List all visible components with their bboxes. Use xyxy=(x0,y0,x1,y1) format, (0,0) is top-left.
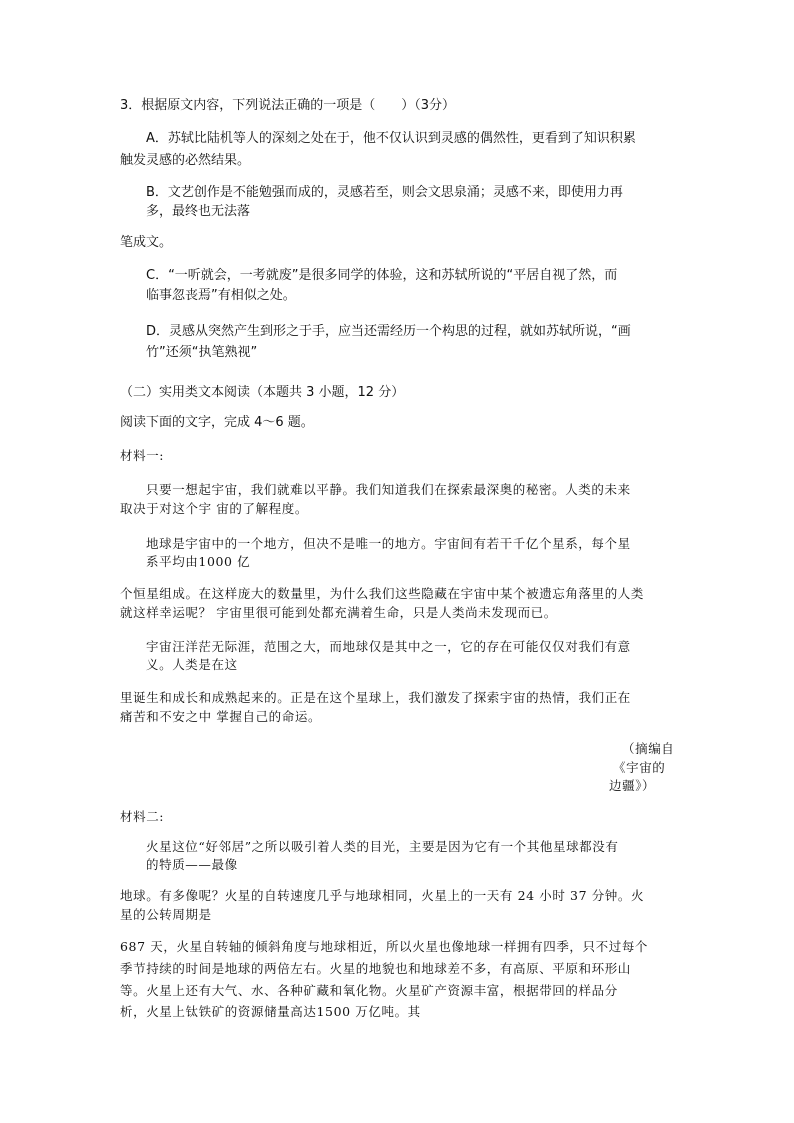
material-1-source-line3: 边疆》） xyxy=(609,778,656,793)
material-2-p3-line1: 687 天，火星自转轴的倾斜角度与地球相近，所以火星也像地球一样拥有四季，只不过每个 xyxy=(120,939,649,954)
material-2-label: 材料二: xyxy=(120,809,165,824)
section-instruction: 阅读下面的文字，完成 4～6 题。 xyxy=(120,415,314,430)
option-c-line2: 临事忽丧焉”有相似之处。 xyxy=(146,288,296,303)
option-d-line2: 竹”还须“执笔熟视” xyxy=(146,345,258,360)
option-c-line1: C．“一听就会，一考就废”是很多同学的体验，这和苏轼所说的“平居自视了然，而 xyxy=(146,268,618,283)
material-1-p3-line2: 就这样幸运呢？ 宇宙里很可能到处都充满着生命，只是人类尚未发现而已。 xyxy=(120,605,557,620)
material-2-p3-line2: 季节持续的时间是地球的两倍左右。火星的地貌也和地球差不多，有高原、平原和环形山 xyxy=(120,961,631,976)
material-1-p3-line1: 个恒星组成。在这样庞大的数量里，为什么我们这些隐藏在宇宙中某个被遗忘角落里的人类 xyxy=(120,586,645,601)
option-a-line2: 触发灵感的必然结果。 xyxy=(120,153,251,168)
option-b-line2: 多，最终也无法落 xyxy=(146,204,251,219)
material-2-p2-line1: 地球。有多像呢？火星的自转速度几乎与地球相同，火星上的一天有 24 小时 37 分钟。火 xyxy=(120,888,645,903)
material-2-p3-line3: 等。火星上还有大气、水、各种矿藏和氧化物。火星矿产资源丰富，根据带回的样品分 xyxy=(120,983,618,998)
material-1-p1-line1: 只要一想起宇宙，我们就难以平静。我们知道我们在探索最深奥的秘密。人类的未来 xyxy=(146,482,631,497)
option-a-line1: A．苏轼比陆机等人的深刻之处在于，他不仅认识到灵感的偶然性，更看到了知识积累 xyxy=(146,131,636,146)
material-1-p1-line2: 取决于对这个宇 宙的了解程度。 xyxy=(120,501,308,516)
material-1-p4-line2: 义。人类是在这 xyxy=(146,657,238,672)
material-1-label: 材料一: xyxy=(120,448,165,463)
option-b-line3: 笔成文。 xyxy=(120,235,173,250)
material-1-p5-line2: 痛苦和不安之中 掌握自己的命运。 xyxy=(120,709,322,724)
material-1-source-line1: （摘编自 xyxy=(622,741,675,756)
question-3-stem: 3．根据原文内容，下列说法正确的一项是（ ）（3分） xyxy=(120,98,456,113)
material-1-p2-line1: 地球是宇宙中的一个地方，但决不是唯一的地方。宇宙间有若干千亿个星系，每个星 xyxy=(146,536,631,551)
material-1-p4-line1: 宇宙汪洋茫无际涯，范围之大，而地球仅是其中之一，它的存在可能仅仅对我们有意 xyxy=(146,639,631,654)
material-2-p2-line2: 星的公转周期是 xyxy=(120,907,212,922)
option-b-line1: B．文艺创作是不能勉强而成的，灵感若至，则会文思泉涌；灵感不来，即使用力再 xyxy=(146,185,623,200)
material-1-p2-line2: 系平均由1000 亿 xyxy=(146,554,251,569)
material-2-p1-line1: 火星这位“好邻居”之所以吸引着人类的目光，主要是因为它有一个其他星球都没有 xyxy=(146,839,619,854)
material-2-p3-line4: 析，火星上钛铁矿的资源储量高达1500 万亿吨。其 xyxy=(120,1004,421,1019)
material-2-p1-line2: 的特质——最像 xyxy=(146,857,238,872)
section-heading: （二）实用类文本阅读（本题共 3 小题，12 分） xyxy=(120,385,405,400)
material-1-p5-line1: 里诞生和成长和成熟起来的。正是在这个星球上，我们激发了探索宇宙的热情，我们正在 xyxy=(120,690,631,705)
material-1-source-line2: 《宇宙的 xyxy=(613,760,666,775)
option-d-line1: D．灵感从突然产生到形之于手，应当还需经历一个构思的过程，就如苏轼所说，“画 xyxy=(146,324,631,339)
